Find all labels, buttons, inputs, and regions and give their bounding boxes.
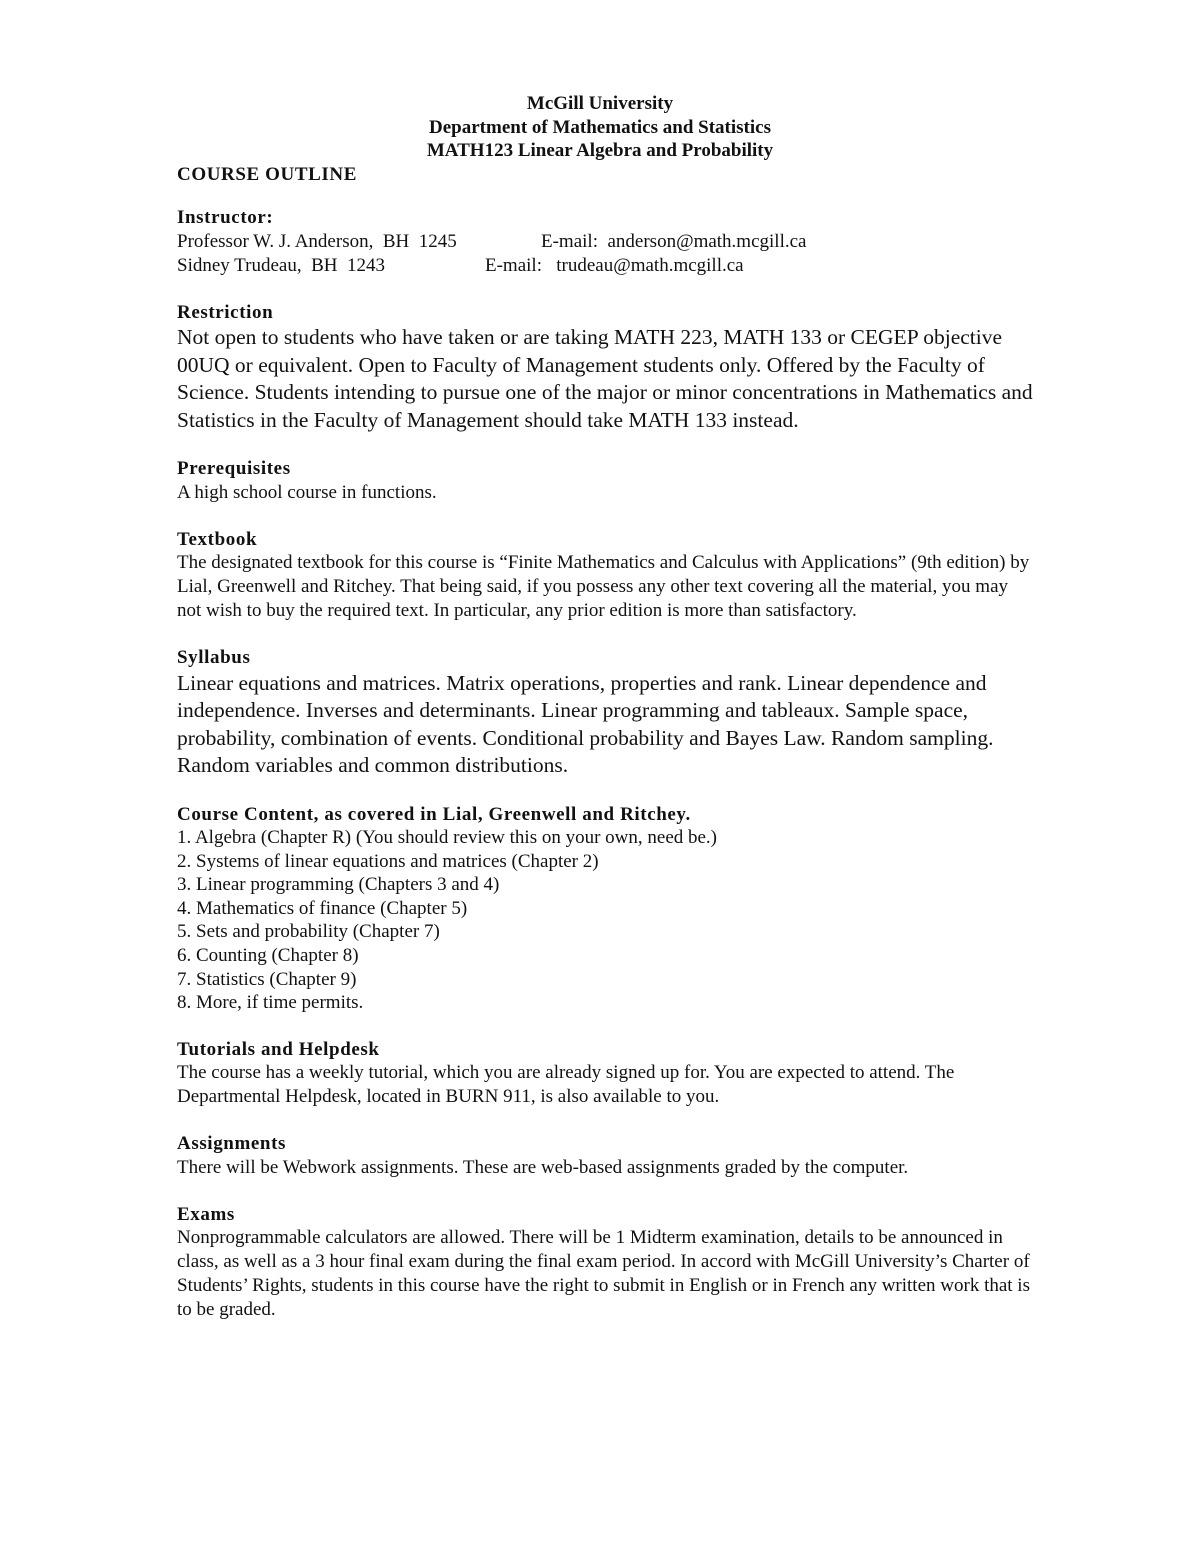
textbook-section [177, 528, 1037, 624]
syllabus-section [177, 646, 1037, 780]
exams-section [177, 1203, 1037, 1323]
instructor-email: E-mail: anderson@math.mcgill.ca [541, 230, 807, 252]
exams-text: Nonprogrammable calculators are allowed. There will be 1 Midterm examination, details to be announced in class, as well as a 3 hour final exam during the final exam period. In accord with McGill University’s Charter of Students’ Rights, students in this course have the right to submit in English or in French any written work that is to be graded. [177, 1227, 1030, 1321]
course-outline-title: COURSE OUTLINE [177, 163, 357, 185]
course-content-heading: Course Content, as covered in Lial, Greenwell and Ritchey. [177, 803, 691, 825]
document-page [177, 92, 1037, 1322]
exams-heading: Exams [177, 1203, 235, 1225]
course-content-section [177, 803, 1037, 1015]
assignments-text: There will be Webwork assignments. These are web-based assignments graded by the computer. [177, 1156, 909, 1178]
textbook-heading: Textbook [177, 528, 258, 550]
syllabus-text: Linear equations and matrices. Matrix operations, properties and rank. Linear dependence and independence. Inverses and determinants. Linear programming and tableaux. Sample space, probability, combination of events. Conditional probability and Bayes Law. Random sampling. Random variables and common distributions. [177, 670, 994, 777]
course-content-list [177, 826, 1037, 1015]
list-item: 7. Statistics (Chapter 9) [177, 968, 357, 990]
course-title: MATH123 Linear Algebra and Probability [426, 140, 774, 161]
list-item: 8. More, if time permits. [177, 992, 364, 1014]
restriction-heading: Restriction [177, 301, 274, 323]
instructor-name: Professor W. J. Anderson, BH 1245 [177, 230, 457, 252]
assignments-section [177, 1132, 1037, 1180]
instructor-row [177, 254, 1037, 278]
assignments-heading: Assignments [177, 1133, 287, 1155]
tutorials-heading: Tutorials and Helpdesk [177, 1038, 380, 1060]
document-header [177, 92, 1023, 163]
syllabus-heading: Syllabus [177, 647, 251, 668]
instructor-heading: Instructor: [177, 207, 274, 228]
list-item: 6. Counting (Chapter 8) [177, 944, 359, 966]
department-name: Department of Mathematics and Statistics [429, 116, 771, 138]
prerequisites-text: A high school course in functions. [177, 481, 437, 503]
tutorials-text: The course has a weekly tutorial, which you are already signed up for. You are expected to attend. The Departmental Helpdesk, located in BURN 911, is also available to you. [177, 1062, 955, 1108]
instructor-name: Sidney Trudeau, BH 1243 [177, 254, 385, 276]
textbook-text: The designated textbook for this course is “Finite Mathematics and Calculus with Applications” (9th edition) by Lial, Greenwell and Ritchey. That being said, if you possess any other text covering all the material, you may not wish to buy the required text. In particular, any prior edition is more than satisfactory. [177, 552, 1030, 621]
list-item: 4. Mathematics of finance (Chapter 5) [177, 897, 468, 919]
restriction-section [177, 301, 1037, 435]
instructor-section [177, 206, 1037, 278]
tutorials-section [177, 1038, 1037, 1110]
list-item: 3. Linear programming (Chapters 3 and 4) [177, 874, 500, 896]
instructor-email: E-mail: trudeau@math.mcgill.ca [485, 254, 744, 276]
list-item: 2. Systems of linear equations and matrices (Chapter 2) [177, 850, 599, 872]
list-item: 1. Algebra (Chapter R) (You should review this on your own, need be.) [177, 827, 718, 848]
list-item: 5. Sets and probability (Chapter 7) [177, 921, 440, 943]
university-name: McGill University [526, 93, 674, 114]
prerequisites-heading: Prerequisites [177, 458, 291, 479]
restriction-text: Not open to students who have taken or are taking MATH 223, MATH 133 or CEGEP objective 00UQ or equivalent. Open to Faculty of Management students only. Offered by the Faculty of Science. Students intending to pursue one of the major or minor concentrations in Mathematics and Statistics in the Faculty of Management should take MATH 133 instead. [177, 325, 1033, 432]
prerequisites-section [177, 457, 1037, 505]
instructor-row [177, 230, 1037, 254]
